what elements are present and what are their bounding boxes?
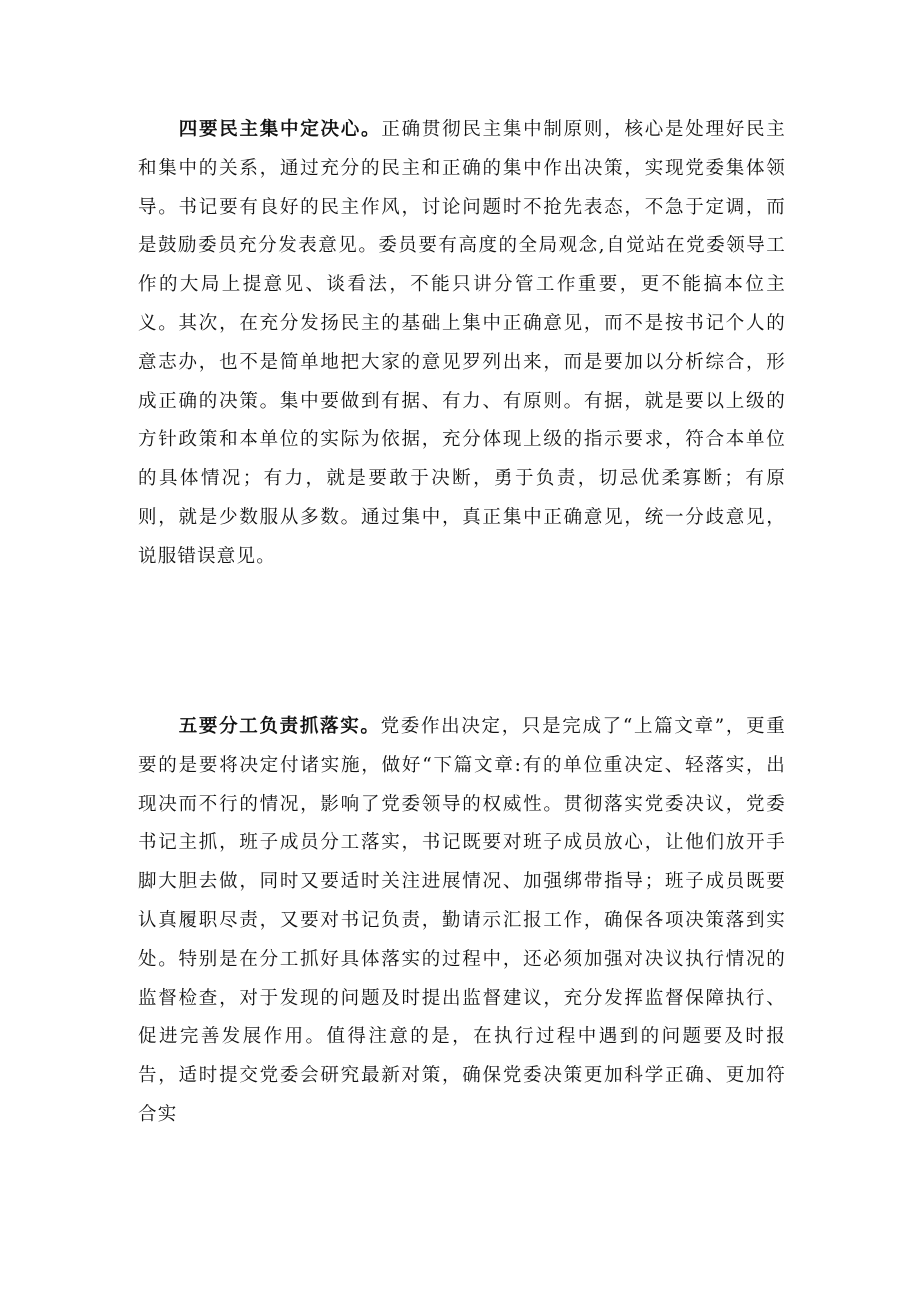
paragraph-heading: 五要分工负责抓落实。 (178, 716, 381, 737)
paragraph-heading: 四要民主集中定决心。 (178, 119, 382, 140)
paragraph-democratic-centralism (138, 111, 786, 577)
paragraph-body: 正确贯彻民主集中制原则，核心是处理好民主和集中的关系，通过充分的民主和正确的集中作出决策，实现党委集体领导。书记要有良好的民主作风，讨论问题时不抢先表态，不急于定调，而是鼓励委员充分发表意见。委员要有高度的全局观念,自觉站在党委领导工作的大局上提意见、谈看法，不能只讲分管工作重要，更不能搞本位主义。其次，在充分发扬民主的基础上集中正确意见，而不是按书记个人的意志办，也不是简单地把大家的意见罗列出来，而是要加以分析综合，形成正确的决策。集中要做到有据、有力、有原则。有据，就是要以上级的方针政策和本单位的实际为依据，充分体现上级的指示要求，符合本单位的具体情况；有力，就是要敢于决断，勇于负责，切忌优柔寡断；有原则，就是少数服从多数。通过集中，真正集中正确意见，统一分歧意见，说服错误意见。 (138, 119, 786, 567)
paragraph-division-of-labor (138, 708, 786, 1135)
paragraph-body: 党委作出决定，只是完成了“上篇文章”，更重要的是要将决定付诸实施，做好“下篇文章:有的单位重决定、轻落实，出现决而不行的情况，影响了党委领导的权威性。贯彻落实党委决议，党委书记主抓，班子成员分工落实，书记既要对班子成员放心，让他们放开手脚大胆去做，同时又要适时关注进展情况、加强绑带指导；班子成员既要认真履职尽责，又要对书记负责，勤请示汇报工作，确保各项决策落到实处。特别是在分工抓好具体落实的过程中，还必须加强对决议执行情况的监督检查，对于发现的问题及时提出监督建议，充分发挥监督保障执行、促进完善发展作用。值得注意的是，在执行过程中遇到的问题要及时报告，适时提交党委会研究最新对策，确保党委决策更加科学正确、更加符合实 (138, 716, 786, 1125)
